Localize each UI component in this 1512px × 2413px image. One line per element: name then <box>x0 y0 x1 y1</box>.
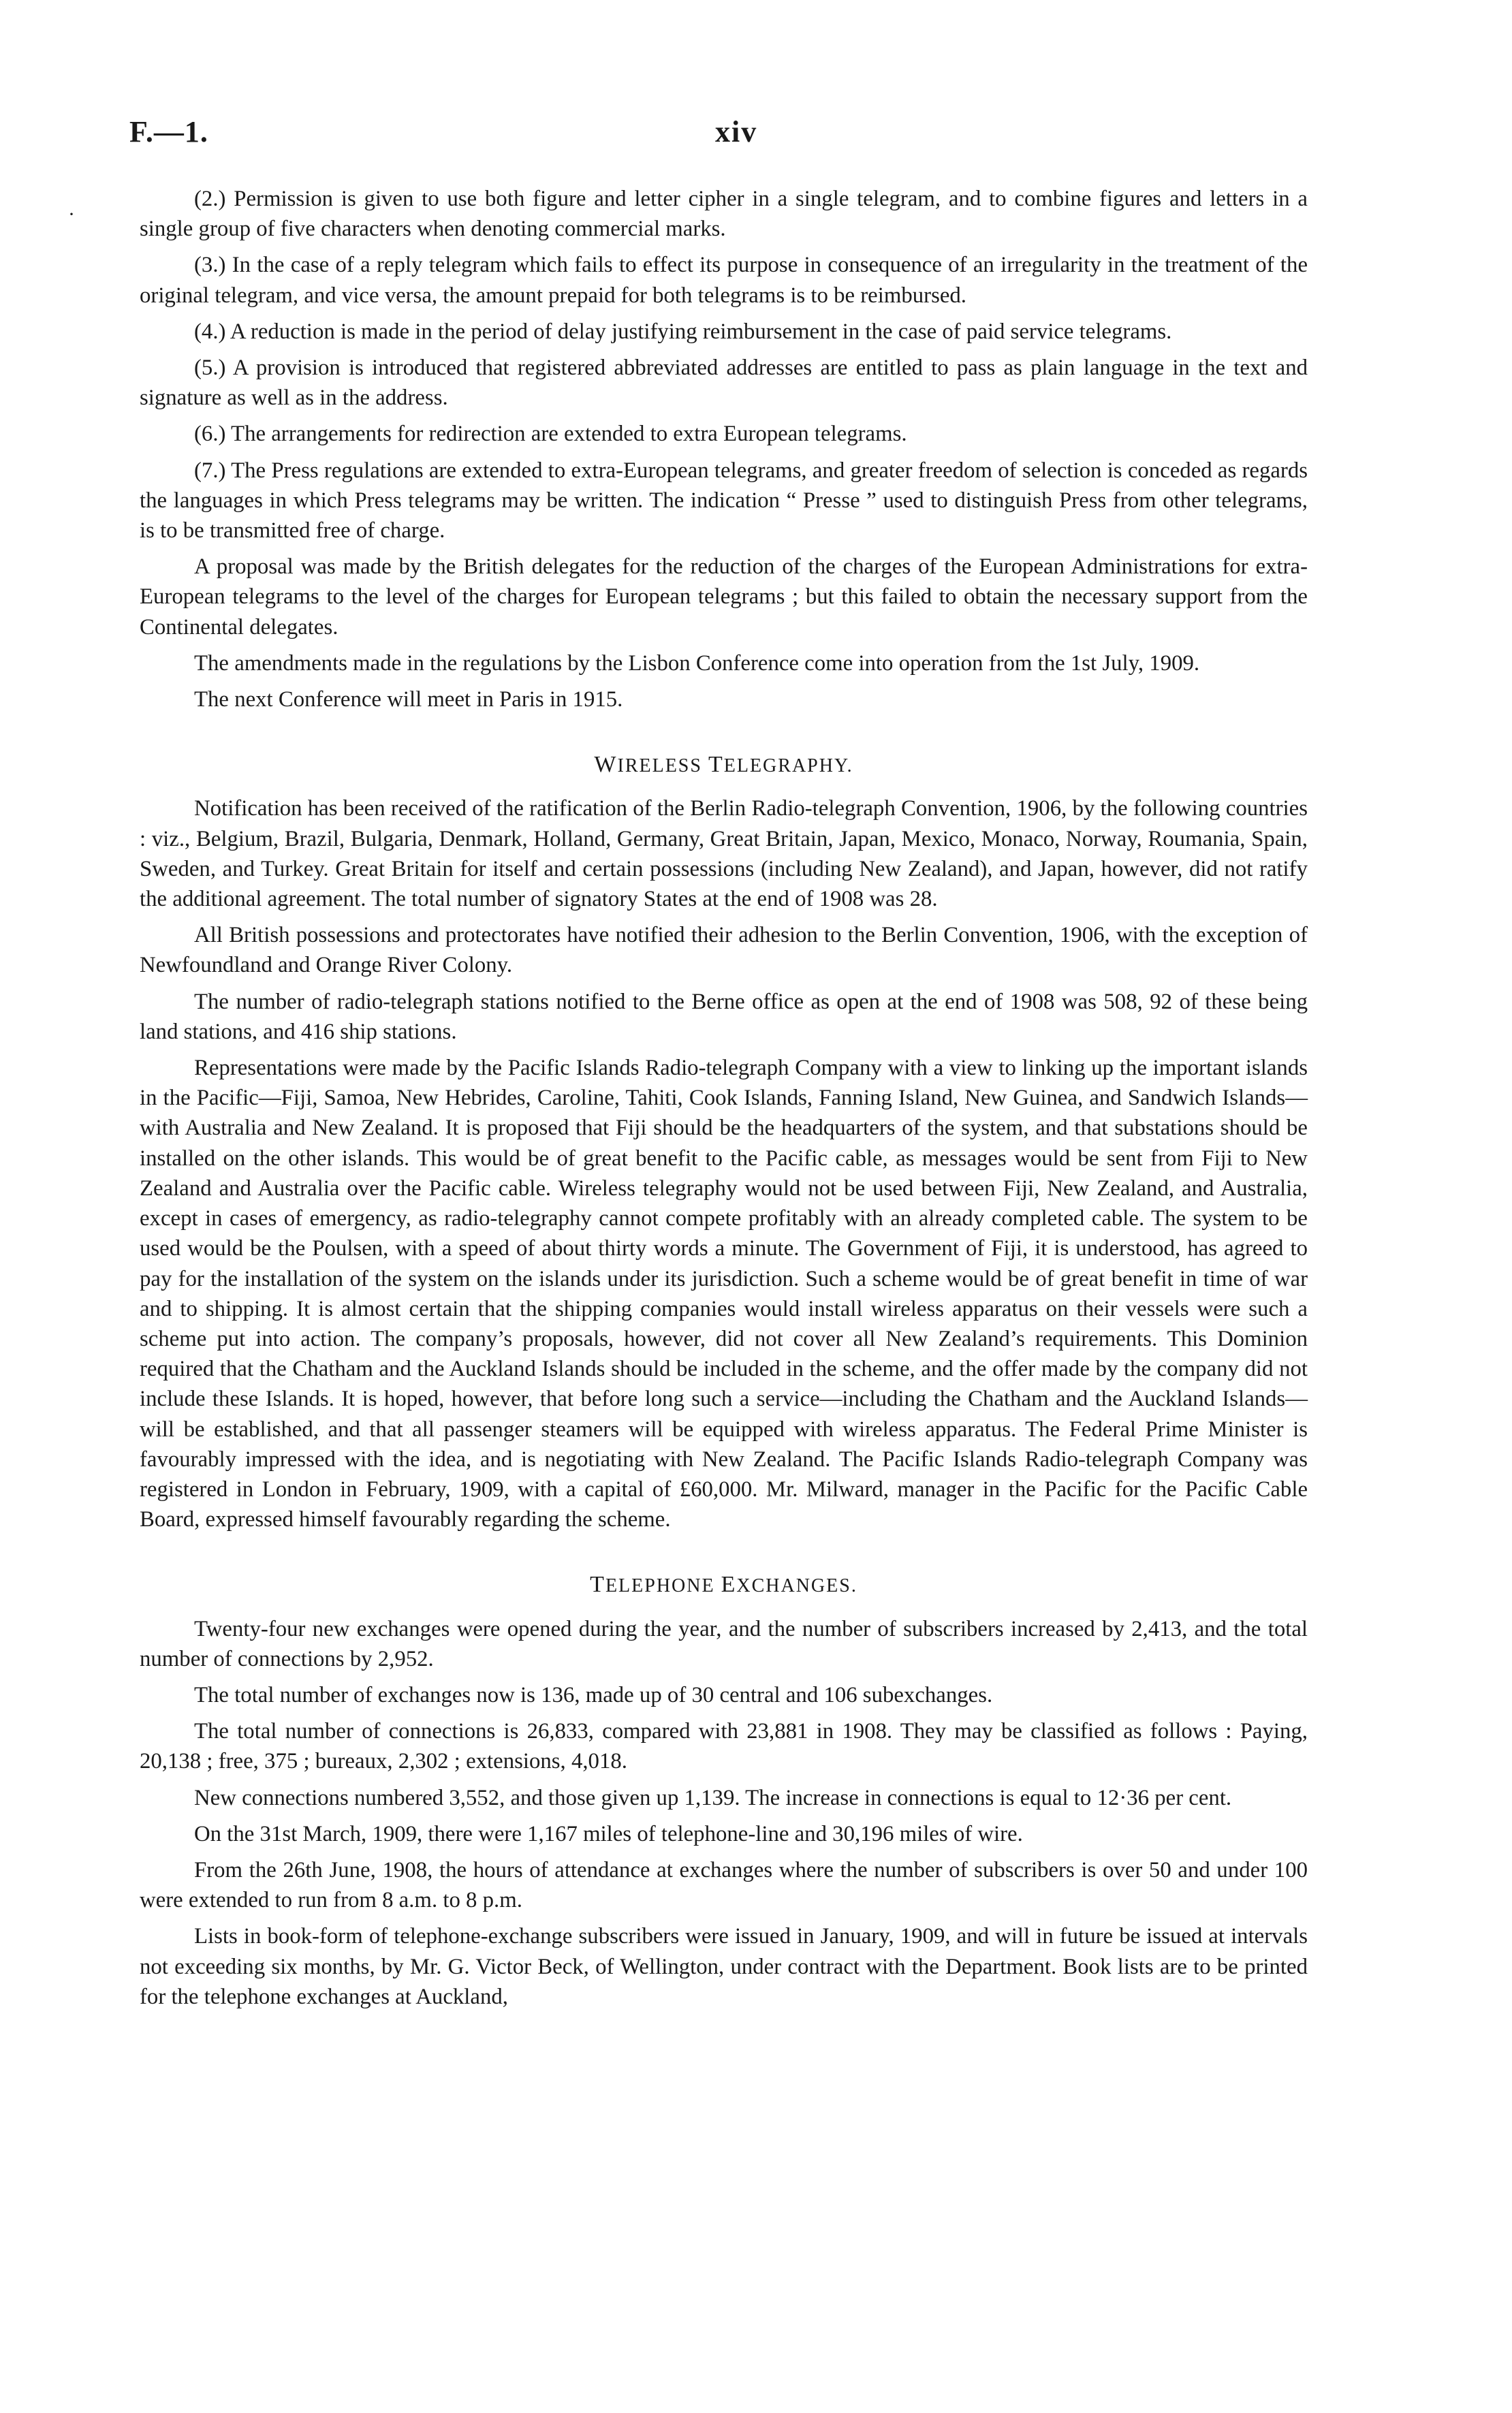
paragraph: (4.) A reduction is made in the period of delay justifying reimbursement in the case of paid service telegrams. <box>194 319 1172 344</box>
paragraph: (7.) The Press regulations are extended to extra-European telegrams, and greater freedom of selection is conceded as regards the languages in which Press telegrams may be written. The indication “ Presse ” used to distinguish Press from other telegrams, is to be transmitted free of charge. <box>140 458 1308 543</box>
paragraph: On the 31st March, 1909, there were 1,167 miles of telephone-line and 30,196 miles of wire. <box>194 1821 1023 1846</box>
heading-initial: T <box>590 1572 605 1598</box>
margin-mark: · <box>68 203 75 225</box>
paragraph: All British possessions and protectorates have notified their adhesion to the Berlin Convention, 1906, with the exception of Newfoundland and Orange River Colony. <box>140 923 1308 978</box>
paragraph: A proposal was made by the British delegates for the reduction of the charges of the European Administrations for extra-European telegrams to the level of the charges for European telegrams ; but this failed to obtain the necessary support from the Continental delegates. <box>140 554 1308 640</box>
section-heading-telephone-exchanges <box>140 1570 1308 1601</box>
paragraph: The total number of exchanges now is 136, made up of 30 central and 106 subexchanges. <box>194 1682 993 1707</box>
running-header <box>0 114 1512 155</box>
paragraph: New connections numbered 3,552, and those given up 1,139. The increase in connections is equal to 12·36 per cent. <box>194 1785 1232 1810</box>
paragraph: (6.) The arrangements for redirection are extended to extra European telegrams. <box>194 422 907 447</box>
heading-initial: T <box>708 752 724 778</box>
heading-text: XCHANGES. <box>736 1575 857 1597</box>
paragraph: (2.) Permission is given to use both figure and letter cipher in a single telegram, and to combine figures and letters in a single group of five characters when denoting commercial marks. <box>140 187 1308 242</box>
paragraph: Twenty-four new exchanges were opened during the year, and the number of subscribers increased by 2,413, and the total number of connections by 2,952. <box>140 1616 1308 1671</box>
paragraph: (3.) In the case of a reply telegram which fails to effect its purpose in consequence of an irregularity in the treatment of the original telegram, and vice versa, the amount prepaid for both telegrams is to be reimbursed. <box>140 253 1308 308</box>
heading-initial: E <box>721 1572 737 1598</box>
heading-text: ELEPHONE <box>605 1575 721 1597</box>
heading-initial: W <box>594 752 618 778</box>
heading-text: IRELESS <box>617 755 708 777</box>
paragraph: (5.) A provision is introduced that registered abbreviated addresses are entitled to pass as plain language in the text and signature as well as in the address. <box>140 356 1308 411</box>
paragraph: Representations were made by the Pacific Islands Radio-telegraph Company with a view to linking up the important islands in the Pacific—Fiji, Samoa, New Hebrides, Caroline, Tahiti, Cook Islands, Fanning Island, New Guinea, and Sandwich Islands—with Australia and New Zealand. It is proposed that Fiji should be the headquarters of the system, and that substations should be installed on the other islands. This would be of great benefit to the Pacific cable, as messages would be sent from Fiji to New Zealand and Australia over the Pacific cable. Wireless telegraphy would not be used between Fiji, New Zealand, and Australia, except in cases of emergency, as radio-telegraphy cannot compete profitably with an already completed cable. The system to be used would be the Poulsen, with a speed of about thirty words a minute. The Government of Fiji, it is understood, has agreed to pay for the installation of the system on the islands under its jurisdiction. Such a scheme would be of great benefit in time of war and to shipping. It is almost certain that the shipping companies would install wireless apparatus on their vessels were such a scheme put into action. The company’s proposals, however, did not cover all New Zealand’s requirements. This Dominion required that the Chatham and the Auckland Islands should be included in the scheme, and the offer made by the company did not include these Islands. It is hoped, however, that before long such a service—including the Chatham and the Auckland Islands—will be established, and that all passenger steamers will be equipped with wireless apparatus. The Federal Prime Minister is favourably impressed with the idea, and is negotiating with New Zealand. The Pacific Islands Radio-telegraph Company was registered in London in February, 1909, with a capital of £60,000. Mr. Milward, manager in the Pacific for the Pacific Cable Board, expressed himself favourably regarding the scheme. <box>140 1056 1308 1532</box>
paragraph: The number of radio-telegraph stations notified to the Berne office as open at the end of 1908 was 508, 92 of these being land stations, and 416 ship stations. <box>140 989 1308 1044</box>
paragraph: Notification has been received of the ratification of the Berlin Radio-telegraph Convention, 1906, by the following countries : viz., Belgium, Brazil, Bulgaria, Denmark, Holland, Germany, Great Britain, Japan, Mexico, Monaco, Norway, Roumania, Spain, Sweden, and Turkey. Great Britain for itself and certain possessions (including New Zealand), and Japan, however, did not ratify the additional agreement. The total number of signatory States at the end of 1908 was 28. <box>140 796 1308 912</box>
page-number: xiv <box>715 115 758 148</box>
paragraph: The total number of connections is 26,833, compared with 23,881 in 1908. They may be classified as follows : Paying, 20,138 ; free, 375 ; bureaux, 2,302 ; extensions, 4,018. <box>140 1719 1308 1774</box>
paragraph: The next Conference will meet in Paris in 1915. <box>194 687 623 712</box>
paragraph: Lists in book-form of telephone-exchange subscribers were issued in January, 1909, and will in future be issued at intervals not exceeding six months, by Mr. G. Victor Beck, of Wellington, under contract with the Department. Book lists are to be printed for the telephone exchanges at Auckland, <box>140 1924 1308 2009</box>
section-heading-wireless-telegraphy <box>140 750 1308 781</box>
body-text <box>140 184 1308 2018</box>
heading-text: ELEGRAPHY. <box>723 755 853 777</box>
document-reference: F.—1. <box>129 115 208 148</box>
paragraph: From the 26th June, 1908, the hours of attendance at exchanges where the number of subscribers is over 50 and under 100 were extended to run from 8 a.m. to 8 p.m. <box>140 1857 1308 1913</box>
paragraph: The amendments made in the regulations by the Lisbon Conference come into operation from the 1st July, 1909. <box>194 650 1200 676</box>
